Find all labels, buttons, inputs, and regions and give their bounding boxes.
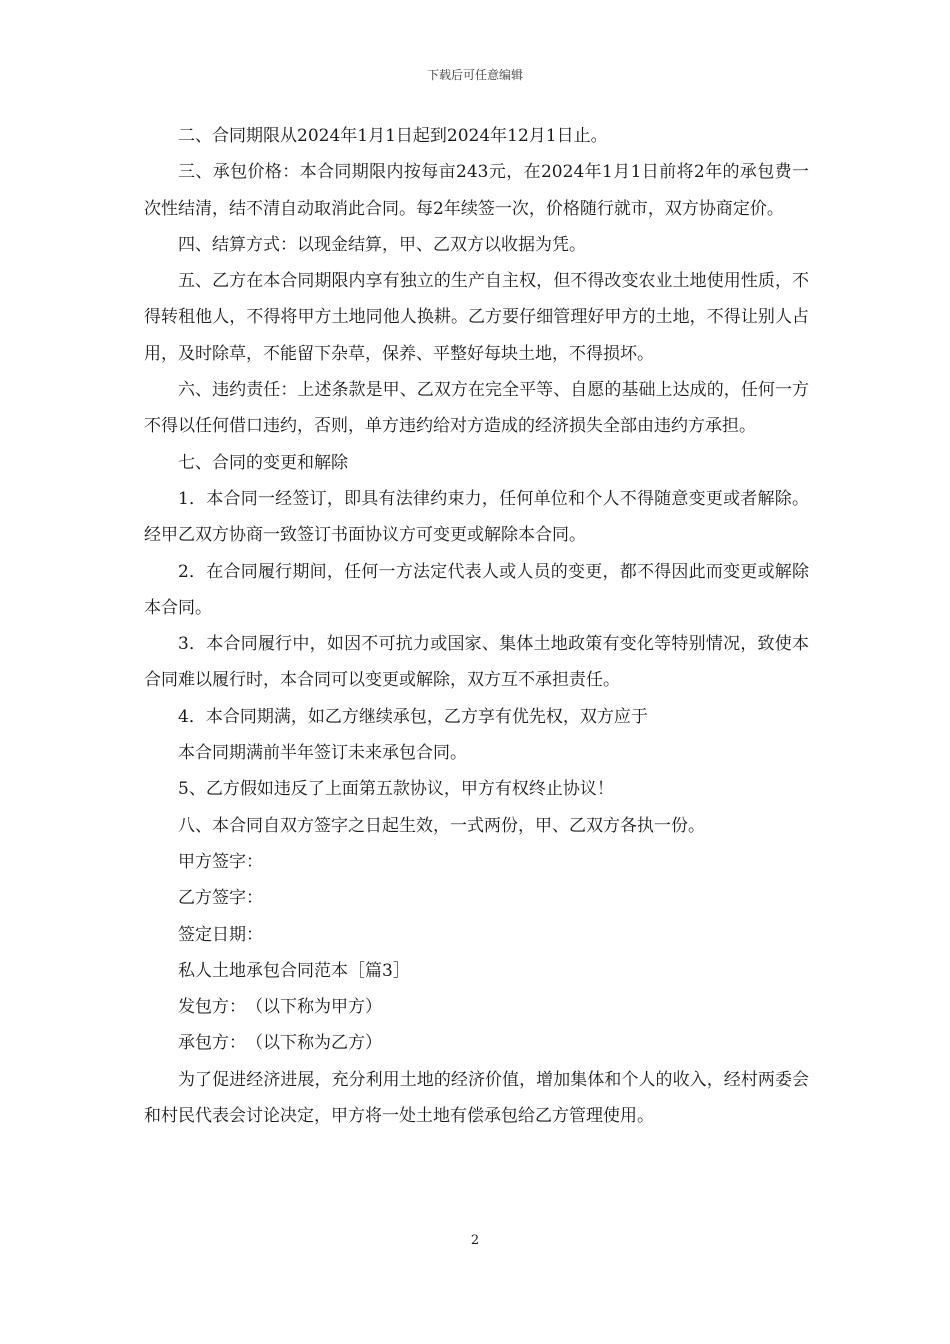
clause-modification-4: 4．本合同期满，如乙方继续承包，乙方享有优先权，双方应于 bbox=[178, 706, 648, 727]
clause-modification-5: 5、乙方假如违反了上面第五款协议，甲方有权终止协议！ bbox=[178, 779, 614, 800]
page-number: 2 bbox=[470, 1233, 480, 1248]
signing-date: 签定日期： bbox=[178, 924, 263, 945]
party-b-signature: 乙方签字： bbox=[178, 888, 263, 909]
clause-modification-3: 3．本合同履行中，如因不可抗力或国家、集体土地政策有变化等特别情况，致使本合同难以履行时，本合同可以变更或解除，双方互不承担责任。 bbox=[144, 634, 809, 691]
issuer-party: 发包方： （以下称为甲方） bbox=[178, 997, 382, 1018]
contractor-party: 承包方： （以下称为乙方） bbox=[178, 1033, 382, 1054]
clause-modification-heading: 七、合同的变更和解除 bbox=[178, 452, 348, 473]
clause-settlement: 四、结算方式：以现金结算，甲、乙双方以收据为凭。 bbox=[178, 234, 586, 255]
document-body bbox=[144, 118, 809, 1134]
clause-liability: 六、违约责任：上述条款是甲、乙双方在完全平等、自愿的基础上达成的，任何一方不得以任何借口违约，否则，单方违约给对方造成的经济损失全部由违约方承担。 bbox=[144, 380, 809, 437]
clause-rights: 五、乙方在本合同期限内享有独立的生产自主权，但不得改变农业土地使用性质，不得转租他人，不得将甲方土地同他人换耕。乙方要仔细管理好甲方的土地，不得让别人占用，及时除草，不能留下杂草，保养、平整好每块土地，不得损坏。 bbox=[144, 271, 809, 364]
clause-modification-1: 1．本合同一经签订，即具有法律约束力，任何单位和个人不得随意变更或者解除。经甲乙双方协商一致签订书面协议方可变更或解除本合同。 bbox=[144, 488, 809, 546]
clause-modification-4-cont: 本合同期满前半年签订未来承包合同。 bbox=[178, 743, 467, 764]
clause-effective: 八、本合同自双方签字之日起生效，一式两份，甲、乙双方各执一份。 bbox=[178, 815, 705, 836]
party-a-signature: 甲方签字： bbox=[178, 851, 263, 872]
preamble: 为了促进经济进展，充分利用土地的经济价值，增加集体和个人的收入，经村两委会和村民代表会讨论决定，甲方将一处土地有偿承包给乙方管理使用。 bbox=[144, 1069, 809, 1127]
clause-modification-2: 2．在合同履行期间，任何一方法定代表人或人员的变更，都不得因此而变更或解除本合同。 bbox=[144, 561, 809, 618]
clause-price: 三、承包价格：本合同期限内按每亩243元，在2024年1月1日前将2年的承包费一次性结清，结不清自动取消此合同。每2年续签一次，价格随行就市，双方协商定价。 bbox=[144, 162, 809, 219]
clause-term: 二、合同期限从2024年1月1日起到2024年12月1日止。 bbox=[178, 126, 608, 146]
page-header: 下载后可任意编辑 bbox=[426, 68, 523, 82]
section-title: 私人土地承包合同范本［篇3］ bbox=[178, 960, 410, 981]
